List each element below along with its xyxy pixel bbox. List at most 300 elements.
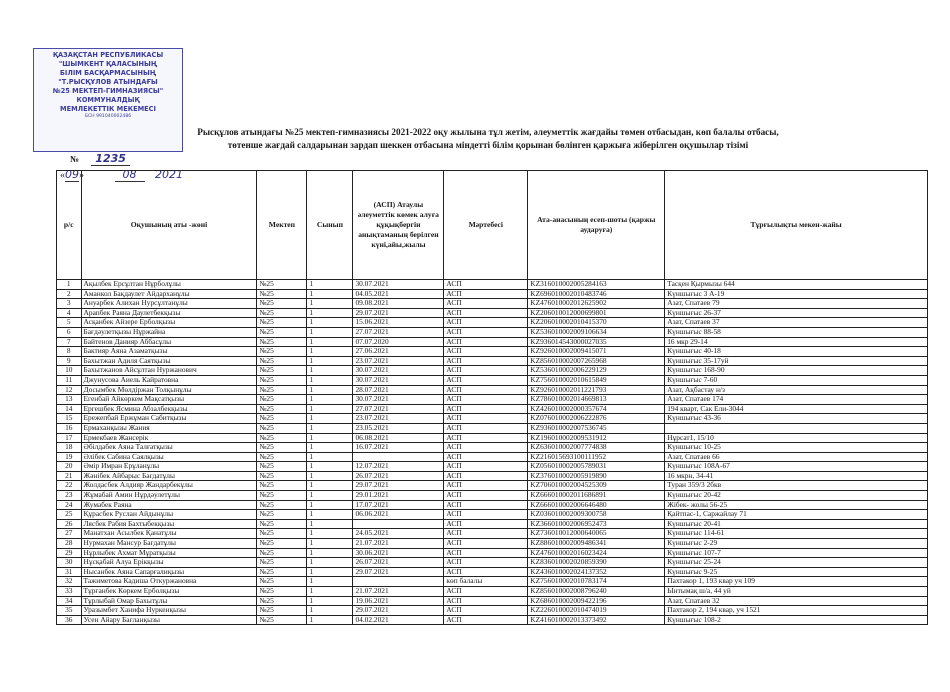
table-row (57, 299, 928, 309)
cell-asp-date: 21.07.2021 (353, 587, 444, 597)
stamp-line: КОММУНАЛДЫҚ (76, 96, 140, 104)
cell-index: 14 (57, 404, 82, 414)
cell-school: №25 (257, 280, 307, 290)
stamp-line: МЕМЛЕКЕТТІК МЕКЕМЕСІ (60, 105, 156, 113)
table-row (57, 337, 928, 347)
cell-school: №25 (257, 443, 307, 453)
cell-student-name: Әлібек Сабина Саялқызы (81, 452, 257, 462)
table-header-row (57, 171, 928, 280)
cell-student-name: Бахытжан Адиля Саятқызы (81, 356, 257, 366)
cell-student-name: Тұрлыбай Омар Бахытұлы (81, 596, 257, 606)
cell-status: АСП (444, 529, 528, 539)
cell-asp-date: 29.07.2021 (353, 606, 444, 616)
cell-address: 16 мкр 29-14 (665, 337, 928, 347)
table-row (57, 471, 928, 481)
cell-grade: 1 (307, 452, 353, 462)
cell-status: АСП (444, 452, 528, 462)
cell-grade: 1 (307, 385, 353, 395)
cell-asp-date: 12.07.2021 (353, 462, 444, 472)
cell-school: №25 (257, 366, 307, 376)
cell-status: АСП (444, 606, 528, 616)
cell-status: АСП (444, 375, 528, 385)
cell-asp-date (353, 577, 444, 587)
cell-account: KZ926010002011221793 (528, 385, 665, 395)
cell-asp-date: 16.07.2021 (353, 443, 444, 453)
cell-index: 16 (57, 423, 82, 433)
cell-grade: 1 (307, 443, 353, 453)
cell-account: KZ476010002012625902 (528, 299, 665, 309)
cell-student-name: Бактияр Аяна Азаматқызы (81, 347, 257, 357)
cell-address: Күншығыс 35-17уй (665, 356, 928, 366)
cell-index: 20 (57, 462, 82, 472)
cell-grade: 1 (307, 491, 353, 501)
table-row (57, 596, 928, 606)
cell-student-name: Ергешбек Ясмина Абзалбекқызы (81, 404, 257, 414)
column-header: (АСП) Атаулы әлеуметтік көмек алуға құқықбергін анықтаманың берілген күні,айы,жылы (353, 171, 444, 280)
cell-address: Азат, Спатаев 37 (665, 318, 928, 328)
cell-account: KZ666010002006646480 (528, 500, 665, 510)
cell-address: Азат, Ақбастау н/з (665, 385, 928, 395)
cell-index: 36 (57, 615, 82, 625)
cell-student-name: Нурмахан Мансур Бағдатұлы (81, 539, 257, 549)
column-header: р/с (57, 171, 82, 280)
cell-school: №25 (257, 375, 307, 385)
cell-grade: 1 (307, 539, 353, 549)
cell-index: 28 (57, 539, 82, 549)
cell-address: Күншығыс 25-24 (665, 558, 928, 568)
cell-asp-date: 30.06.2021 (353, 548, 444, 558)
cell-account: KZ426010002000357674 (528, 404, 665, 414)
cell-grade: 1 (307, 596, 353, 606)
cell-address: Күншығыс 9-25 (665, 567, 928, 577)
cell-address: Пахтакор 2, 194 квар, уч 1521 (665, 606, 928, 616)
cell-grade: 1 (307, 375, 353, 385)
cell-asp-date: 30.07.2021 (353, 375, 444, 385)
document-title (118, 126, 858, 152)
cell-student-name: Жолдасбек Алдияр Жандарбекұлы (81, 481, 257, 491)
cell-student-name: Нысанбек Аяна Сапарғалиқызы (81, 567, 257, 577)
cell-asp-date: 28.07.2021 (353, 385, 444, 395)
table-row (57, 529, 928, 539)
cell-grade: 1 (307, 471, 353, 481)
cell-asp-date: 23.07.2021 (353, 414, 444, 424)
cell-address: Жібек- жолы 56-25 (665, 500, 928, 510)
cell-student-name: Тұрғанбек Көркем Ерболқызы (81, 587, 257, 597)
cell-account: KZ836010002020859390 (528, 558, 665, 568)
cell-asp-date: 26.07.2021 (353, 471, 444, 481)
cell-address: Азат, Спатаев 66 (665, 452, 928, 462)
cell-account: KZ436010002024137352 (528, 567, 665, 577)
table-body (57, 280, 928, 625)
cell-index: 21 (57, 471, 82, 481)
table-row (57, 500, 928, 510)
cell-school: №25 (257, 519, 307, 529)
cell-student-name: Әмір Имран Ерұланұлы (81, 462, 257, 472)
cell-address: Күншығыс 168-90 (665, 366, 928, 376)
table-row (57, 327, 928, 337)
cell-status: АСП (444, 385, 528, 395)
cell-index: 23 (57, 491, 82, 501)
cell-student-name: Бахытжанов Айсұлтан Нуржанович (81, 366, 257, 376)
table-row (57, 375, 928, 385)
cell-index: 30 (57, 558, 82, 568)
cell-index: 25 (57, 510, 82, 520)
cell-school: №25 (257, 481, 307, 491)
cell-account: KZ756010002010783174 (528, 577, 665, 587)
cell-asp-date: 27.07.2021 (353, 327, 444, 337)
cell-address: Азат, Спатаев 32 (665, 596, 928, 606)
table-row (57, 347, 928, 357)
cell-address: Ынтымақ ш/а, 44 уй (665, 587, 928, 597)
column-header: Оқушының аты -жөні (81, 171, 257, 280)
cell-index: 8 (57, 347, 82, 357)
title-line-1: Рысқұлов атындағы №25 мектеп-гимназиясы 2021-2022 оқу жылына тұл жетім, әлеуметтік жағдайы төмен отбасыдан, көп балалы отбасы, (197, 127, 779, 137)
cell-asp-date: 04.02.2021 (353, 615, 444, 625)
cell-status: АСП (444, 567, 528, 577)
date-open-quote: « (60, 170, 65, 181)
cell-account: KZ536010002006229129 (528, 366, 665, 376)
cell-status: АСП (444, 481, 528, 491)
date-day: 09 (65, 168, 79, 181)
cell-student-name: Ермаханқызы Жания (81, 423, 257, 433)
cell-address: Күншығыс 20-41 (665, 519, 928, 529)
cell-grade: 1 (307, 347, 353, 357)
cell-status: АСП (444, 356, 528, 366)
cell-index: 10 (57, 366, 82, 376)
cell-account: KZ886010002009486341 (528, 539, 665, 549)
cell-student-name: Ануарбек Алихан Нурсұлтанұлы (81, 299, 257, 309)
cell-asp-date: 15.06.2021 (353, 318, 444, 328)
cell-status: АСП (444, 337, 528, 347)
cell-school: №25 (257, 577, 307, 587)
cell-student-name: Досымбек Мөлдіржан Толқынұлы (81, 385, 257, 395)
stamp-bin: БСН 991040002486 (84, 114, 132, 119)
cell-grade: 1 (307, 366, 353, 376)
cell-account: KZ366010002006952473 (528, 519, 665, 529)
cell-school: №25 (257, 500, 307, 510)
cell-account: KZ036010002009300758 (528, 510, 665, 520)
cell-asp-date (353, 519, 444, 529)
cell-student-name: Жумабек Раяна (81, 500, 257, 510)
cell-asp-date: 19.06.2021 (353, 596, 444, 606)
cell-grade: 1 (307, 289, 353, 299)
cell-index: 4 (57, 308, 82, 318)
cell-student-name: Әбілдабек Аяна Талғатқызы (81, 443, 257, 453)
cell-grade: 1 (307, 356, 353, 366)
table-row (57, 395, 928, 405)
registration-number (70, 152, 130, 165)
cell-student-name: Лясбек Рабия Бахтыбекқызы (81, 519, 257, 529)
cell-account: KZ216015693100111952 (528, 452, 665, 462)
table-row (57, 308, 928, 318)
cell-index: 19 (57, 452, 82, 462)
cell-student-name: Ермекбаев Жансерік (81, 433, 257, 443)
cell-account: KZ736010012000640065 (528, 529, 665, 539)
cell-address: Күншығыс 2-29 (665, 539, 928, 549)
table-row (57, 567, 928, 577)
cell-status: АСП (444, 462, 528, 472)
cell-status: АСП (444, 366, 528, 376)
cell-asp-date: 23.05.2021 (353, 423, 444, 433)
cell-grade: 1 (307, 519, 353, 529)
cell-status: АСП (444, 404, 528, 414)
cell-index: 34 (57, 596, 82, 606)
cell-grade: 1 (307, 577, 353, 587)
cell-student-name: Байтенов Данияр Аббасұлы (81, 337, 257, 347)
cell-grade: 1 (307, 615, 353, 625)
cell-address: Күншығыс 107-7 (665, 548, 928, 558)
cell-status: АСП (444, 308, 528, 318)
cell-address: Пахтакор 1, 193 квар уч 109 (665, 577, 928, 587)
cell-address: Нұрсат1, 15/10 (665, 433, 928, 443)
registration-label: № (70, 154, 80, 164)
cell-account: KZ696010002010483746 (528, 289, 665, 299)
cell-account: KZ226010002010474019 (528, 606, 665, 616)
cell-account: KZ196010002009531912 (528, 433, 665, 443)
cell-asp-date: 21.07.2021 (353, 539, 444, 549)
cell-student-name: Ережепбай Ержұман Сабитқызы (81, 414, 257, 424)
stamp-line: "Т.РЫСҚҰЛОВ АТЫНДАҒЫ (58, 78, 158, 86)
cell-address: Күншығыс 108-2 (665, 615, 928, 625)
cell-student-name: Нұрлыбек Ахмат Мұратқызы (81, 548, 257, 558)
cell-index: 7 (57, 337, 82, 347)
cell-status: АСП (444, 395, 528, 405)
cell-account: KZ686010002009422196 (528, 596, 665, 606)
cell-student-name: Манатхан Асылбек Қанатұлы (81, 529, 257, 539)
cell-grade: 1 (307, 558, 353, 568)
cell-account: KZ476010002016023424 (528, 548, 665, 558)
cell-index: 1 (57, 280, 82, 290)
cell-grade: 1 (307, 327, 353, 337)
cell-grade: 1 (307, 510, 353, 520)
cell-status: АСП (444, 587, 528, 597)
cell-asp-date: 30.07.2021 (353, 366, 444, 376)
table-row (57, 539, 928, 549)
cell-account: KZ076010002006222876 (528, 414, 665, 424)
cell-status: АСП (444, 414, 528, 424)
cell-school: №25 (257, 596, 307, 606)
cell-address: Туран 359/3 2бкв (665, 481, 928, 491)
cell-school: №25 (257, 471, 307, 481)
cell-grade: 1 (307, 404, 353, 414)
cell-school: №25 (257, 347, 307, 357)
table-row (57, 423, 928, 433)
cell-asp-date: 04.05.2021 (353, 289, 444, 299)
cell-grade: 1 (307, 423, 353, 433)
cell-account: KZ856010002008796240 (528, 587, 665, 597)
cell-status: АСП (444, 433, 528, 443)
cell-school: №25 (257, 289, 307, 299)
cell-school: №25 (257, 395, 307, 405)
cell-index: 2 (57, 289, 82, 299)
table-row (57, 443, 928, 453)
students-table (56, 170, 928, 625)
cell-asp-date: 24.05.2021 (353, 529, 444, 539)
cell-index: 17 (57, 433, 82, 443)
date-close-quote: » (79, 170, 84, 181)
table-row (57, 491, 928, 501)
cell-address: Күншығыс 114-61 (665, 529, 928, 539)
cell-asp-date: 29.07.2021 (353, 481, 444, 491)
cell-status: АСП (444, 491, 528, 501)
cell-account: KZ926010002009415071 (528, 347, 665, 357)
cell-grade: 1 (307, 606, 353, 616)
cell-status: АСП (444, 539, 528, 549)
cell-account: KZ416010002013373492 (528, 615, 665, 625)
title-line-2: төтенше жағдай салдарынан зардап шеккен отбасына міндетті білім қорынан бөлінген қаржыға жіберілген оқушылар тізімі (227, 140, 749, 150)
cell-address: Күншығыс 108А-67 (665, 462, 928, 472)
cell-index: 27 (57, 529, 82, 539)
column-header: Сынып (307, 171, 353, 280)
cell-account: KZ936014543000027035 (528, 337, 665, 347)
cell-grade: 1 (307, 299, 353, 309)
table-row (57, 519, 928, 529)
cell-address: Азат, Спатаев 174 (665, 395, 928, 405)
cell-address: Қайтпас-1, Саржайлау 71 (665, 510, 928, 520)
cell-index: 5 (57, 318, 82, 328)
table-row (57, 558, 928, 568)
cell-status: АСП (444, 510, 528, 520)
cell-address: Азат, Спатаев 79 (665, 299, 928, 309)
column-header: Мектеп (257, 171, 307, 280)
cell-status: АСП (444, 443, 528, 453)
cell-school: №25 (257, 423, 307, 433)
table-row (57, 318, 928, 328)
stamp-line: №25 МЕКТЕП-ГИМНАЗИЯСЫ" (52, 87, 164, 95)
cell-index: 26 (57, 519, 82, 529)
cell-school: №25 (257, 327, 307, 337)
cell-address: Тасқен Қырмызы 644 (665, 280, 928, 290)
cell-school: №25 (257, 587, 307, 597)
cell-asp-date: 29.01.2021 (353, 491, 444, 501)
cell-address: Күншығыс 43-36 (665, 414, 928, 424)
cell-school: №25 (257, 615, 307, 625)
table-row (57, 606, 928, 616)
table-row (57, 452, 928, 462)
cell-school: №25 (257, 567, 307, 577)
cell-address (665, 423, 928, 433)
cell-status: АСП (444, 471, 528, 481)
cell-school: №25 (257, 299, 307, 309)
cell-status: АСП (444, 519, 528, 529)
cell-school: №25 (257, 548, 307, 558)
cell-address: Күншығыс 3 А-19 (665, 289, 928, 299)
cell-school: №25 (257, 491, 307, 501)
cell-index: 18 (57, 443, 82, 453)
cell-student-name: Уразымбет Ханифа Нуркенқызы (81, 606, 257, 616)
cell-account: KZ936010002007536745 (528, 423, 665, 433)
cell-account: KZ206010002010415370 (528, 318, 665, 328)
cell-asp-date: 06.06.2021 (353, 510, 444, 520)
cell-asp-date: 26.07.2021 (353, 558, 444, 568)
table-row (57, 510, 928, 520)
cell-asp-date: 29.07.2021 (353, 567, 444, 577)
table-row (57, 366, 928, 376)
cell-asp-date: 27.06.2021 (353, 347, 444, 357)
cell-grade: 1 (307, 414, 353, 424)
cell-grade: 1 (307, 529, 353, 539)
cell-status: көп балалы (444, 577, 528, 587)
cell-index: 11 (57, 375, 82, 385)
cell-address: Күншығыс 10-25 (665, 443, 928, 453)
cell-index: 33 (57, 587, 82, 597)
cell-grade: 1 (307, 433, 353, 443)
cell-asp-date: 07.07.2020 (353, 337, 444, 347)
cell-asp-date (353, 452, 444, 462)
cell-student-name: Усен Айару Бағланқызы (81, 615, 257, 625)
cell-status: АСП (444, 615, 528, 625)
cell-student-name: Джунусова Аиель Кайратовна (81, 375, 257, 385)
cell-account: KZ856010002007265968 (528, 356, 665, 366)
cell-grade: 1 (307, 548, 353, 558)
cell-index: 6 (57, 327, 82, 337)
stamp-line: БІЛІМ БАСҚАРМАСЫНЫҢ (59, 69, 157, 77)
cell-asp-date: 29.07.2021 (353, 308, 444, 318)
table-row (57, 587, 928, 597)
table-row (57, 481, 928, 491)
cell-asp-date: 30.07.2021 (353, 395, 444, 405)
cell-status: АСП (444, 299, 528, 309)
table-row (57, 577, 928, 587)
cell-account: KZ706010002004525309 (528, 481, 665, 491)
cell-account: KZ206010012000699801 (528, 308, 665, 318)
table-row (57, 414, 928, 424)
column-header: Ата-анасының есеп-шоты (қаржы аударуға) (528, 171, 665, 280)
table-row (57, 548, 928, 558)
cell-index: 32 (57, 577, 82, 587)
cell-status: АСП (444, 347, 528, 357)
cell-asp-date: 17.07.2021 (353, 500, 444, 510)
cell-asp-date: 06.08.2021 (353, 433, 444, 443)
cell-school: №25 (257, 414, 307, 424)
cell-student-name: Асқанбек Айзере Ерболқызы (81, 318, 257, 328)
cell-address: Күншығыс 20-42 (665, 491, 928, 501)
cell-index: 3 (57, 299, 82, 309)
cell-index: 24 (57, 500, 82, 510)
cell-grade: 1 (307, 318, 353, 328)
cell-address: Күншығыс 88-58 (665, 327, 928, 337)
cell-school: №25 (257, 404, 307, 414)
cell-school: №25 (257, 318, 307, 328)
cell-address: 16 мкрн, 34-41 (665, 471, 928, 481)
cell-asp-date: 30.07.2021 (353, 280, 444, 290)
table-row (57, 385, 928, 395)
cell-asp-date: 09.08.2021 (353, 299, 444, 309)
cell-school: №25 (257, 606, 307, 616)
cell-student-name: Бағдәулетқызы Нұржайна (81, 327, 257, 337)
cell-student-name: Ақылбек Ерсұлтан Нұрболұлы (81, 280, 257, 290)
cell-school: №25 (257, 337, 307, 347)
cell-student-name: Жәнібек Айбарыс Бағдатұлы (81, 471, 257, 481)
cell-student-name: Егенбай Айкөркем Мақсатқызы (81, 395, 257, 405)
cell-student-name: Аманкол Бақдаулет Айдарханұлы (81, 289, 257, 299)
table-row (57, 289, 928, 299)
cell-index: 31 (57, 567, 82, 577)
cell-index: 29 (57, 548, 82, 558)
cell-school: №25 (257, 539, 307, 549)
cell-grade: 1 (307, 567, 353, 577)
cell-status: АСП (444, 548, 528, 558)
cell-status: АСП (444, 596, 528, 606)
cell-student-name: Нұсқабай Алуа Ерікқызы (81, 558, 257, 568)
cell-account: KZ376010002005919890 (528, 471, 665, 481)
cell-grade: 1 (307, 337, 353, 347)
cell-account: KZ536010002009106634 (528, 327, 665, 337)
cell-index: 22 (57, 481, 82, 491)
cell-index: 35 (57, 606, 82, 616)
cell-account: KZ636010002007774838 (528, 443, 665, 453)
cell-school: №25 (257, 433, 307, 443)
